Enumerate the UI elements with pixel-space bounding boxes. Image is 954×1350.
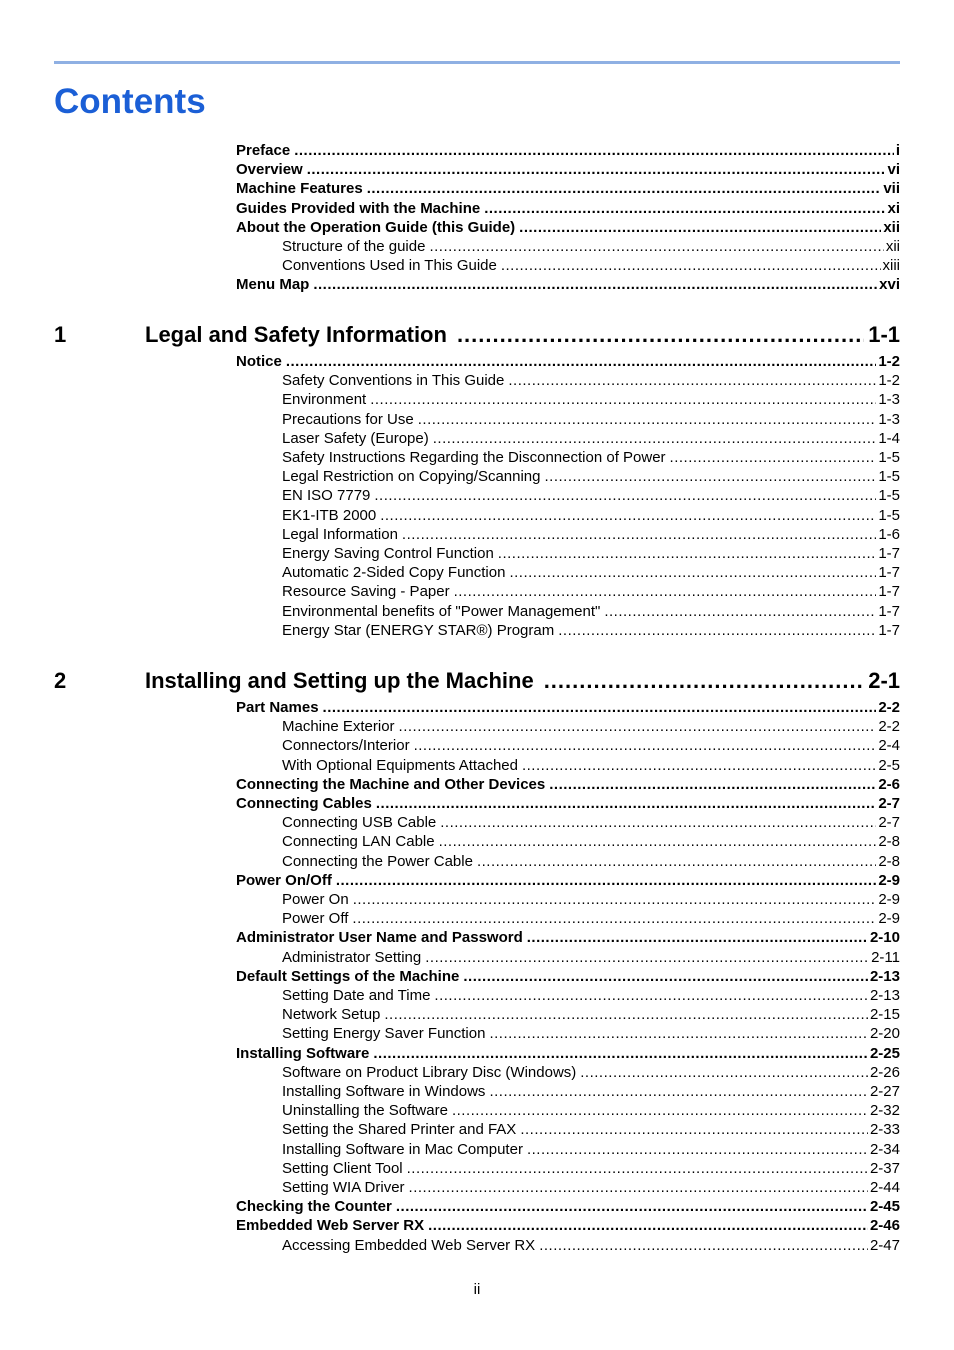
dot-leader bbox=[313, 275, 877, 294]
toc-entry-title: Preface bbox=[236, 142, 291, 159]
toc-subentry[interactable] bbox=[282, 390, 900, 409]
dot-leader bbox=[407, 1159, 868, 1178]
chapter-heading[interactable] bbox=[54, 320, 900, 350]
toc-entry[interactable] bbox=[236, 275, 900, 294]
toc-entry-page: 2-4 bbox=[878, 737, 900, 754]
toc-subentry[interactable] bbox=[282, 756, 900, 775]
toc-entry-title: Administrator Setting bbox=[282, 949, 422, 966]
toc-subentry[interactable] bbox=[282, 1063, 900, 1082]
dot-leader bbox=[452, 1101, 868, 1120]
toc-entry-title: Energy Saving Control Function bbox=[282, 545, 494, 562]
toc-entry-page: 2-8 bbox=[878, 853, 900, 870]
toc-subentry[interactable] bbox=[282, 1140, 900, 1159]
toc-entry[interactable] bbox=[236, 775, 900, 794]
toc-subentry[interactable] bbox=[282, 582, 900, 601]
toc-entry-page: 1-7 bbox=[878, 545, 900, 562]
dot-leader bbox=[307, 160, 886, 179]
toc-entry-page: 1-4 bbox=[878, 430, 900, 447]
page-title: Contents bbox=[54, 82, 206, 121]
toc-entry[interactable] bbox=[236, 871, 900, 890]
toc-entry-title: Laser Safety (Europe) bbox=[282, 430, 429, 447]
toc-entry-page: xii bbox=[883, 219, 900, 236]
toc-entry-title: Part Names bbox=[236, 699, 319, 716]
chapter-title: Installing and Setting up the Machine bbox=[145, 668, 534, 693]
dot-leader bbox=[323, 698, 877, 717]
toc-entry[interactable] bbox=[236, 698, 900, 717]
toc-entry-page: 2-26 bbox=[869, 1064, 900, 1081]
toc-entry-title: Checking the Counter bbox=[236, 1198, 392, 1215]
toc-entry-title: Administrator User Name and Password bbox=[236, 929, 523, 946]
toc-entry-title: Installing Software in Mac Computer bbox=[282, 1141, 523, 1158]
toc-entry-page: 2-9 bbox=[878, 872, 900, 889]
toc-entry-page: xvi bbox=[879, 276, 900, 293]
toc-entry-page: xiii bbox=[882, 257, 900, 274]
toc-entry-title: Legal Information bbox=[282, 526, 398, 543]
chapter-page: 1-1 bbox=[868, 322, 900, 347]
toc-subentry[interactable] bbox=[282, 1178, 900, 1197]
toc-subentry[interactable] bbox=[282, 890, 900, 909]
dot-leader bbox=[544, 666, 865, 696]
dot-leader bbox=[539, 1236, 868, 1255]
toc-entry-title: Connecting LAN Cable bbox=[282, 833, 435, 850]
toc-entry-page: 2-34 bbox=[869, 1141, 900, 1158]
dot-leader bbox=[352, 909, 876, 928]
toc-entry-page: 2-10 bbox=[869, 929, 900, 946]
toc-subentry[interactable] bbox=[282, 544, 900, 563]
toc-subentry[interactable] bbox=[282, 1120, 900, 1139]
toc-entry-page: xii bbox=[885, 238, 900, 255]
toc-subentry[interactable] bbox=[282, 1101, 900, 1120]
toc-subentry[interactable] bbox=[282, 948, 900, 967]
chapter-title: Legal and Safety Information bbox=[145, 322, 447, 347]
dot-leader bbox=[414, 736, 877, 755]
toc-entry-page: 2-5 bbox=[878, 757, 900, 774]
toc-entry-title: Setting Client Tool bbox=[282, 1160, 403, 1177]
dot-leader bbox=[418, 410, 877, 429]
dot-leader bbox=[336, 871, 876, 890]
toc-entry-title: Safety Conventions in This Guide bbox=[282, 372, 505, 389]
dot-leader bbox=[489, 1082, 868, 1101]
toc-subentry[interactable] bbox=[282, 1082, 900, 1101]
toc-subentry[interactable] bbox=[282, 237, 900, 256]
toc-entry[interactable] bbox=[236, 1197, 900, 1216]
toc-entry-page: 2-32 bbox=[869, 1102, 900, 1119]
toc-subentry[interactable] bbox=[282, 467, 900, 486]
toc-entry-title: Power On/Off bbox=[236, 872, 332, 889]
toc-subentry[interactable] bbox=[282, 1236, 900, 1255]
toc-entry-title: Setting Energy Saver Function bbox=[282, 1025, 486, 1042]
dot-leader bbox=[429, 237, 883, 256]
dot-leader bbox=[376, 794, 876, 813]
toc-entry-page: 2-8 bbox=[878, 833, 900, 850]
toc-entry-page: 2-7 bbox=[878, 814, 900, 831]
toc-entry-page: 1-2 bbox=[878, 353, 900, 370]
toc-entry-page: 1-3 bbox=[878, 411, 900, 428]
toc-entry-title: Setting WIA Driver bbox=[282, 1179, 405, 1196]
toc-entry-page: 2-9 bbox=[878, 910, 900, 927]
toc-entry[interactable] bbox=[236, 928, 900, 947]
toc-entry-title: Machine Features bbox=[236, 180, 363, 197]
dot-leader bbox=[477, 852, 876, 871]
dot-leader bbox=[425, 948, 869, 967]
toc-entry-page: 2-9 bbox=[878, 891, 900, 908]
toc-subentry[interactable] bbox=[282, 832, 900, 851]
toc-entry-title: Embedded Web Server RX bbox=[236, 1217, 425, 1234]
toc-subentry[interactable] bbox=[282, 486, 900, 505]
toc-entry-title: Setting the Shared Printer and FAX bbox=[282, 1121, 517, 1138]
toc-entry-title: Guides Provided with the Machine bbox=[236, 200, 481, 217]
toc-subentry[interactable] bbox=[282, 525, 900, 544]
toc-entry-title: Safety Instructions Regarding the Disconnection of Power bbox=[282, 449, 666, 466]
dot-leader bbox=[509, 563, 876, 582]
toc-entry-page: vii bbox=[883, 180, 900, 197]
toc-entry-page: vi bbox=[887, 161, 900, 178]
toc-entry-page: 2-2 bbox=[878, 699, 900, 716]
toc-subentry[interactable] bbox=[282, 986, 900, 1005]
toc-entry-title: Uninstalling the Software bbox=[282, 1102, 448, 1119]
toc-entry-title: Software on Product Library Disc (Windows) bbox=[282, 1064, 577, 1081]
toc-entry-page: 2-25 bbox=[869, 1045, 900, 1062]
dot-leader bbox=[545, 467, 877, 486]
toc-subentry[interactable] bbox=[282, 1005, 900, 1024]
toc-subentry[interactable] bbox=[282, 410, 900, 429]
dot-leader bbox=[489, 1024, 868, 1043]
toc-entry-title: Installing Software in Windows bbox=[282, 1083, 486, 1100]
chapter-number: 2 bbox=[54, 668, 67, 693]
toc-subentry[interactable] bbox=[282, 371, 900, 390]
dot-leader bbox=[522, 756, 876, 775]
toc-subentry[interactable] bbox=[282, 256, 900, 275]
toc-entry-title: Connecting the Machine and Other Devices bbox=[236, 776, 546, 793]
toc-entry-title: Legal Restriction on Copying/Scanning bbox=[282, 468, 541, 485]
dot-leader bbox=[498, 544, 877, 563]
toc-entry-page: 1-5 bbox=[878, 449, 900, 466]
dot-leader bbox=[373, 1044, 868, 1063]
dot-leader bbox=[508, 371, 876, 390]
header-rule bbox=[54, 61, 900, 64]
toc-entry-title: Structure of the guide bbox=[282, 238, 426, 255]
toc-entry-title: Environmental benefits of "Power Management" bbox=[282, 603, 601, 620]
toc-subentry[interactable] bbox=[282, 736, 900, 755]
toc-entry-title: About the Operation Guide (this Guide) bbox=[236, 219, 516, 236]
toc-entry-title: Conventions Used in This Guide bbox=[282, 257, 497, 274]
dot-leader bbox=[440, 813, 876, 832]
chapter-page: 2-1 bbox=[868, 668, 900, 693]
dot-leader bbox=[428, 1216, 868, 1235]
toc-entry-page: i bbox=[895, 142, 900, 159]
dot-leader bbox=[519, 218, 881, 237]
toc-entry[interactable] bbox=[236, 160, 900, 179]
toc-entry-page: 1-3 bbox=[878, 391, 900, 408]
toc-entry-page: 2-20 bbox=[869, 1025, 900, 1042]
toc-entry-title: Environment bbox=[282, 391, 367, 408]
dot-leader bbox=[286, 352, 876, 371]
dot-leader bbox=[457, 320, 864, 350]
toc-entry-title: EK1-ITB 2000 bbox=[282, 507, 377, 524]
dot-leader bbox=[520, 1120, 868, 1139]
toc-entry-title: Installing Software bbox=[236, 1045, 370, 1062]
dot-leader bbox=[549, 775, 876, 794]
toc-entry-page: 1-6 bbox=[878, 526, 900, 543]
dot-leader bbox=[670, 448, 877, 467]
dot-leader bbox=[558, 621, 876, 640]
toc-entry-page: 1-7 bbox=[878, 564, 900, 581]
toc-entry-page: 2-47 bbox=[869, 1237, 900, 1254]
chapter-heading[interactable] bbox=[54, 666, 900, 696]
toc-subentry[interactable] bbox=[282, 506, 900, 525]
dot-leader bbox=[294, 141, 894, 160]
toc-subentry[interactable] bbox=[282, 448, 900, 467]
toc-entry[interactable] bbox=[236, 199, 900, 218]
dot-leader bbox=[367, 179, 882, 198]
toc-subentry[interactable] bbox=[282, 717, 900, 736]
toc-entry-title: Energy Star (ENERGY STAR®) Program bbox=[282, 622, 555, 639]
dot-leader bbox=[527, 1140, 868, 1159]
toc-entry-page: 1-2 bbox=[878, 372, 900, 389]
toc-entry[interactable] bbox=[236, 141, 900, 160]
toc-entry-page: 2-13 bbox=[869, 987, 900, 1004]
dot-leader bbox=[402, 525, 876, 544]
toc-entry[interactable] bbox=[236, 1044, 900, 1063]
toc-entry-title: Default Settings of the Machine bbox=[236, 968, 460, 985]
toc-entry-page: 1-5 bbox=[878, 487, 900, 504]
toc-entry-page: 2-6 bbox=[878, 776, 900, 793]
dot-leader bbox=[370, 390, 876, 409]
toc-entry-page: 2-15 bbox=[869, 1006, 900, 1023]
toc-entry-title: With Optional Equipments Attached bbox=[282, 757, 518, 774]
toc-entry-title: Menu Map bbox=[236, 276, 310, 293]
toc-entry-title: Connecting the Power Cable bbox=[282, 853, 473, 870]
toc-entry-page: 2-7 bbox=[878, 795, 900, 812]
dot-leader bbox=[399, 717, 877, 736]
toc-entry-title: Accessing Embedded Web Server RX bbox=[282, 1237, 536, 1254]
toc-subentry[interactable] bbox=[282, 909, 900, 928]
dot-leader bbox=[384, 1005, 868, 1024]
toc-entry[interactable] bbox=[236, 967, 900, 986]
toc-entry-page: 1-5 bbox=[878, 507, 900, 524]
toc-entry[interactable] bbox=[236, 352, 900, 371]
chapter-number: 1 bbox=[54, 322, 67, 347]
dot-leader bbox=[580, 1063, 868, 1082]
toc-entry-title: Machine Exterior bbox=[282, 718, 395, 735]
toc-entry-title: Notice bbox=[236, 353, 282, 370]
toc-entry[interactable] bbox=[236, 794, 900, 813]
toc-entry-title: EN ISO 7779 bbox=[282, 487, 371, 504]
toc-entry-title: Precautions for Use bbox=[282, 411, 414, 428]
toc-entry-title: Automatic 2-Sided Copy Function bbox=[282, 564, 506, 581]
dot-leader bbox=[484, 199, 885, 218]
toc-subentry[interactable] bbox=[282, 852, 900, 871]
toc-entry-page: 2-33 bbox=[869, 1121, 900, 1138]
toc-entry-title: Connecting USB Cable bbox=[282, 814, 437, 831]
toc-subentry[interactable] bbox=[282, 563, 900, 582]
toc-entry-title: Connectors/Interior bbox=[282, 737, 410, 754]
dot-leader bbox=[380, 506, 876, 525]
dot-leader bbox=[353, 890, 877, 909]
toc-entry[interactable] bbox=[236, 179, 900, 198]
toc-entry-page: 2-2 bbox=[878, 718, 900, 735]
toc-entry-page: 1-7 bbox=[878, 583, 900, 600]
dot-leader bbox=[463, 967, 868, 986]
dot-leader bbox=[527, 928, 868, 947]
toc-subentry[interactable] bbox=[282, 429, 900, 448]
dot-leader bbox=[409, 1178, 868, 1197]
dot-leader bbox=[434, 986, 868, 1005]
toc-entry-title: Network Setup bbox=[282, 1006, 381, 1023]
toc-entry-page: 2-13 bbox=[869, 968, 900, 985]
toc-entry-page: 1-5 bbox=[878, 468, 900, 485]
toc-entry-page: 2-44 bbox=[869, 1179, 900, 1196]
toc-entry-title: Resource Saving - Paper bbox=[282, 583, 450, 600]
dot-leader bbox=[396, 1197, 868, 1216]
dot-leader bbox=[374, 486, 876, 505]
dot-leader bbox=[454, 582, 877, 601]
page-number: ii bbox=[473, 1281, 481, 1298]
toc-entry-page: 2-27 bbox=[869, 1083, 900, 1100]
toc-subentry[interactable] bbox=[282, 1024, 900, 1043]
toc-entry-title: Overview bbox=[236, 161, 303, 178]
toc-entry-page: 2-11 bbox=[871, 949, 900, 966]
toc-entry-title: Connecting Cables bbox=[236, 795, 372, 812]
toc-entry[interactable] bbox=[236, 1216, 900, 1235]
toc-entry-page: 1-7 bbox=[878, 603, 900, 620]
dot-leader bbox=[604, 602, 876, 621]
dot-leader bbox=[433, 429, 877, 448]
toc-entry[interactable] bbox=[236, 218, 900, 237]
dot-leader bbox=[439, 832, 877, 851]
toc-entry-page: 2-45 bbox=[869, 1198, 900, 1215]
toc-subentry[interactable] bbox=[282, 621, 900, 640]
toc-entry-page: 1-7 bbox=[878, 622, 900, 639]
toc-entry-page: 2-37 bbox=[869, 1160, 900, 1177]
toc-subentry[interactable] bbox=[282, 602, 900, 621]
toc-entry-title: Power Off bbox=[282, 910, 349, 927]
toc-entry-title: Setting Date and Time bbox=[282, 987, 431, 1004]
toc-entry-title: Power On bbox=[282, 891, 349, 908]
dot-leader bbox=[501, 256, 881, 275]
toc-subentry[interactable] bbox=[282, 1159, 900, 1178]
toc-entry-page: 2-46 bbox=[869, 1217, 900, 1234]
toc-entry-page: xi bbox=[887, 200, 900, 217]
toc-subentry[interactable] bbox=[282, 813, 900, 832]
